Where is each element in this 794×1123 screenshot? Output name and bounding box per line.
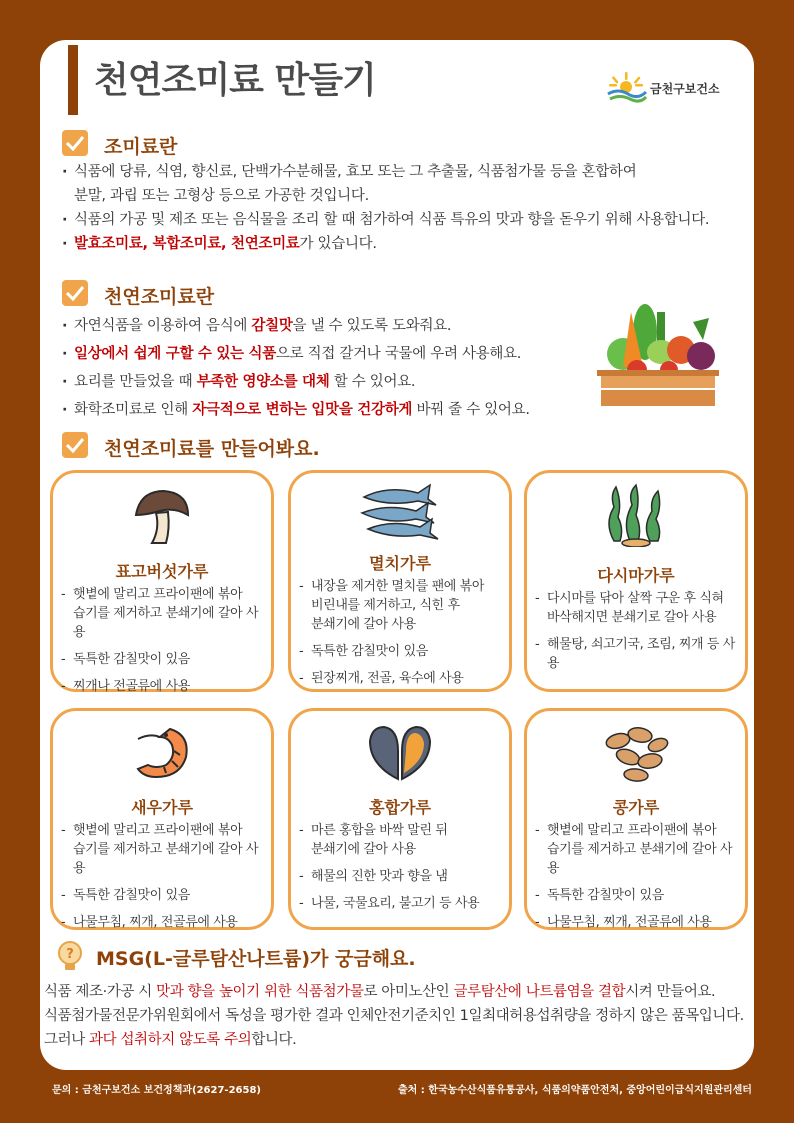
beans-icon [600,721,672,785]
list-item: - 내장을 제거한 멸치를 팬에 볶아 비린내를 제거하고, 식힌 후 분쇄기에 갈아 사용 [297,577,505,634]
lightbulb-icon [55,940,85,974]
card-mussel [288,708,512,930]
list-item: - 된장찌개, 전골, 육수에 사용 [297,669,505,688]
list-item: · 식품에 당류, 식염, 향신료, 단백가수분해물, 효모 또는 그 추출물, 식품첨가물 등을 혼합하여 분말, 과립 또는 고형상 등으로 가공한 것입니다. [60,160,709,208]
msg-line: 식품 제조·가공 시 맛과 향을 높이기 위한 식품첨가물로 아미노산인 글루탐산에 나트륨염을 결합시켜 만들어요. [44,984,716,1000]
shrimp-icon [130,721,194,785]
card-shiitake [50,470,274,692]
list-item: · 요리를 만들었을 때 부족한 영양소를 대체 할 수 있어요. [60,368,530,396]
title-accent-bar [68,45,78,115]
list-item: · 발효조미료, 복합조미료, 천연조미료가 있습니다. [60,232,709,256]
list-item: - 독특한 감칠맛이 있음 [59,886,267,905]
footer-contact: 문의 : 금천구보건소 보건정책과(2627-2658) [52,1085,261,1096]
card-details [297,577,505,696]
anchovy-icon [358,477,442,541]
card-title: 다시마가루 [597,566,675,585]
natural-seasoning-list [60,312,530,424]
card-details [533,821,741,940]
footer-source: 출처 : 한국농수산식품유통공사, 식품의약품안전처, 중앙어린이급식지원관리센터 [398,1085,752,1096]
list-item: - 독특한 감칠맛이 있음 [59,650,267,669]
list-item: · 화학조미료로 인해 자극적으로 변하는 입맛을 건강하게 바꿔 줄 수 있어요. [60,396,530,424]
card-shrimp [50,708,274,930]
card-kelp [524,470,748,692]
section-title-seasoning: 조미료란 [104,136,178,158]
list-item: - 독특한 감칠맛이 있음 [297,642,505,661]
card-details [533,589,741,681]
list-item: - 해물의 진한 맛과 향을 냄 [297,867,505,886]
page-title: 천연조미료 만들기 [94,60,376,101]
svg-text:?: ? [66,947,74,962]
msg-line: 그러나 과다 섭취하지 않도록 주의합니다. [44,1032,297,1048]
msg-line: 식품첨가물전문가위원회에서 독성을 평가한 결과 인체안전기준치인 1일최대허용섭취량을 정하지 않은 품목입니다. [44,1008,744,1024]
list-item: - 해물탕, 쇠고기국, 조림, 찌개 등 사용 [533,635,741,673]
list-item: - 나물, 국물요리, 불고기 등 사용 [297,894,505,913]
list-item: - 마른 홍합을 바싹 말린 뒤 분쇄기에 갈아 사용 [297,821,505,859]
list-item: - 햇볕에 말리고 프라이팬에 볶아 습기를 제거하고 분쇄기에 갈아 사용 [59,585,267,642]
sun-wave-logo-icon [606,70,648,106]
list-item: - 햇볕에 말리고 프라이팬에 볶아 습기를 제거하고 분쇄기에 갈아 사용 [533,821,741,878]
card-title: 콩가루 [612,798,660,817]
list-item: - 나물무침, 찌개, 전골류에 사용 [59,913,267,932]
list-item: - 독특한 감칠맛이 있음 [533,886,741,905]
msg-description [44,980,744,1052]
card-details [59,821,267,940]
list-item: - 나물무침, 찌개, 전골류에 사용 [533,913,741,932]
seaweed-icon [600,483,672,547]
mussel-icon [364,721,436,785]
card-title: 멸치가루 [369,554,431,573]
list-item: · 일상에서 쉽게 구할 수 있는 식품으로 직접 갈거나 국물에 우려 사용해요. [60,340,530,368]
section-title-make-it: 천연조미료를 만들어봐요. [104,438,320,460]
list-item: - 햇볕에 말리고 프라이팬에 볶아 습기를 제거하고 분쇄기에 갈아 사용 [59,821,267,878]
vegetable-basket-icon [593,292,723,412]
card-title: 새우가루 [131,798,193,817]
mushroom-icon [130,485,194,549]
health-center-logo [606,70,736,106]
checkbox-icon [62,432,88,458]
card-details [59,585,267,704]
list-item: · 자연식품을 이용하여 음식에 감칠맛을 낼 수 있도록 도와줘요. [60,312,530,340]
section-title-natural-seasoning: 천연조미료란 [104,286,215,308]
seasoning-definition-list [60,160,709,256]
card-beans [524,708,748,930]
poster-page [40,40,754,1070]
checkbox-icon [62,130,88,156]
card-details [297,821,505,921]
list-item: · 식품의 가공 및 제조 또는 음식물을 조리 할 때 첨가하여 식품 특유의 맛과 향을 돋우기 위해 사용합니다. [60,208,709,232]
logo-text: 금천구보건소 [650,82,720,96]
list-item: - 찌개나 전골류에 사용 [59,677,267,696]
card-title: 표고버섯가루 [115,562,209,581]
list-item: - 다시마를 닦아 살짝 구운 후 식혀 바삭해지면 분쇄기로 갈아 사용 [533,589,741,627]
card-title: 홍합가루 [369,798,431,817]
msg-section-title: MSG(L-글루탐산나트륨)가 궁금해요. [96,948,416,970]
card-anchovy [288,470,512,692]
checkbox-icon [62,280,88,306]
